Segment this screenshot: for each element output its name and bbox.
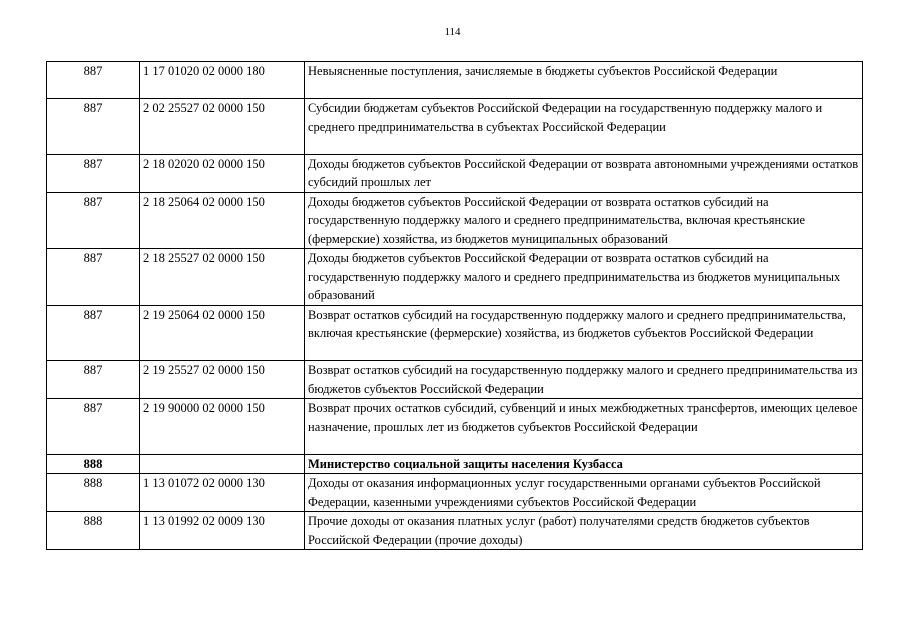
budget-classification-code-cell: 1 13 01992 02 0009 130 xyxy=(140,512,305,550)
administrator-code-cell: 888 xyxy=(47,512,140,550)
budget-classification-code-cell: 2 02 25527 02 0000 150 xyxy=(140,99,305,155)
revenue-name-cell: Возврат остатков субсидий на государственную поддержку малого и среднего предпринимательства из бюджетов субъектов Российской Федерации xyxy=(305,361,863,399)
table-row xyxy=(47,512,863,550)
revenue-name-cell: Доходы бюджетов субъектов Российской Федерации от возврата остатков субсидий на государственную поддержку малого и среднего предпринимательства, включая крестьянские (фермерские) хозяйства, из бюджетов муниципальных образований xyxy=(305,192,863,249)
revenue-codes-table xyxy=(46,61,863,550)
administrator-code-cell: 887 xyxy=(47,249,140,306)
budget-classification-code-cell: 1 13 01072 02 0000 130 xyxy=(140,474,305,512)
administrator-code-cell: 888 xyxy=(47,454,140,474)
revenue-name-cell: Возврат прочих остатков субсидий, субвенций и иных межбюджетных трансфертов, имеющих целевое назначение, прошлых лет из бюджетов субъектов Российской Федерации xyxy=(305,399,863,455)
table-row xyxy=(47,154,863,192)
table-section-heading-row xyxy=(47,454,863,474)
revenue-name-cell: Министерство социальной защиты населения Кузбасса xyxy=(305,454,863,474)
table-row xyxy=(47,62,863,99)
table-row xyxy=(47,249,863,306)
table-row xyxy=(47,474,863,512)
administrator-code-cell: 887 xyxy=(47,399,140,455)
table-row xyxy=(47,305,863,361)
budget-classification-code-cell: 2 18 25527 02 0000 150 xyxy=(140,249,305,306)
budget-classification-code-cell: 2 18 25064 02 0000 150 xyxy=(140,192,305,249)
administrator-code-cell: 887 xyxy=(47,154,140,192)
table-row xyxy=(47,99,863,155)
budget-classification-code-cell: 2 19 90000 02 0000 150 xyxy=(140,399,305,455)
administrator-code-cell: 888 xyxy=(47,474,140,512)
page-number: 114 xyxy=(444,26,461,38)
budget-classification-code-cell: 1 17 01020 02 0000 180 xyxy=(140,62,305,99)
table-row xyxy=(47,361,863,399)
budget-classification-code-cell: 2 18 02020 02 0000 150 xyxy=(140,154,305,192)
administrator-code-cell: 887 xyxy=(47,361,140,399)
revenue-name-cell: Доходы бюджетов субъектов Российской Федерации от возврата остатков субсидий на государственную поддержку малого и среднего предпринимательства из бюджетов муниципальных образований xyxy=(305,249,863,306)
budget-classification-code-cell: 2 19 25527 02 0000 150 xyxy=(140,361,305,399)
revenue-name-cell: Прочие доходы от оказания платных услуг (работ) получателями средств бюджетов субъектов Российской Федерации (прочие доходы) xyxy=(305,512,863,550)
table-row xyxy=(47,192,863,249)
revenue-name-cell: Доходы от оказания информационных услуг государственными органами субъектов Российской Федерации, казенными учреждениями субъектов Российской Федерации xyxy=(305,474,863,512)
administrator-code-cell: 887 xyxy=(47,305,140,361)
budget-classification-code-cell: 2 19 25064 02 0000 150 xyxy=(140,305,305,361)
revenue-name-cell: Доходы бюджетов субъектов Российской Федерации от возврата автономными учреждениями остатков субсидий прошлых лет xyxy=(305,154,863,192)
revenue-name-cell: Невыясненные поступления, зачисляемые в бюджеты субъектов Российской Федерации xyxy=(305,62,863,99)
revenue-name-cell: Субсидии бюджетам субъектов Российской Федерации на государственную поддержку малого и среднего предпринимательства в субъектах Российской Федерации xyxy=(305,99,863,155)
revenue-name-cell: Возврат остатков субсидий на государственную поддержку малого и среднего предпринимательства, включая крестьянские (фермерские) хозяйства, из бюджетов субъектов Российской Федерации xyxy=(305,305,863,361)
table-body xyxy=(47,62,863,550)
administrator-code-cell: 887 xyxy=(47,62,140,99)
administrator-code-cell: 887 xyxy=(47,99,140,155)
administrator-code-cell: 887 xyxy=(47,192,140,249)
budget-classification-code-cell xyxy=(140,454,305,474)
table-row xyxy=(47,399,863,455)
